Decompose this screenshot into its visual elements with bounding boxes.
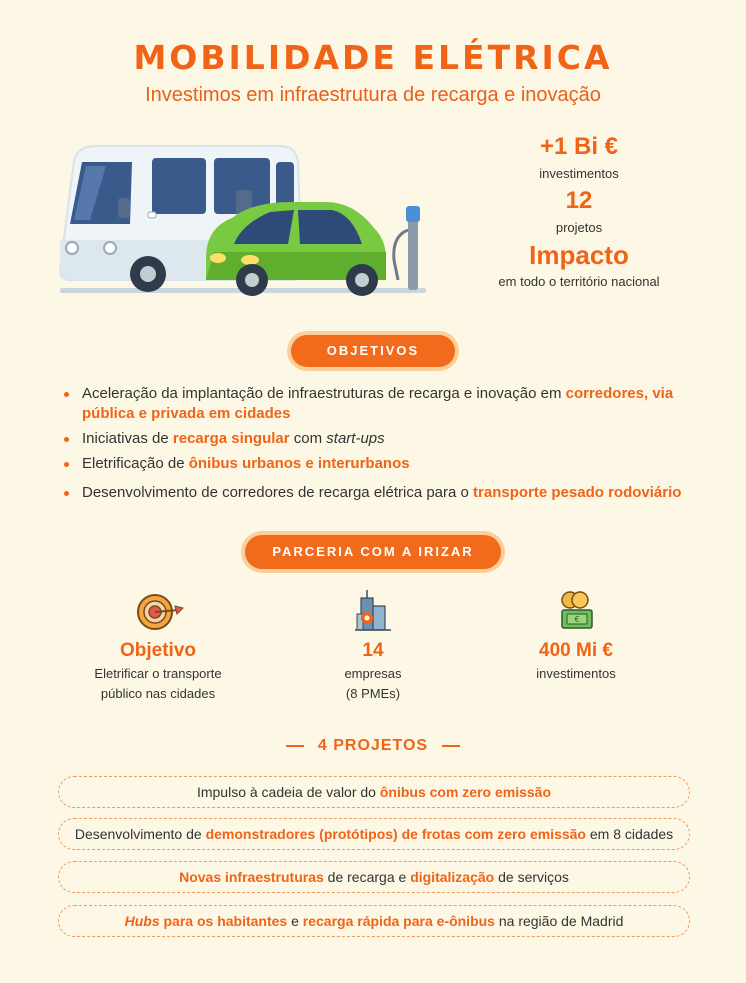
project-item-1: Impulso à cadeia de valor do ônibus com zero emissão — [58, 776, 690, 808]
target-icon — [131, 592, 185, 632]
partner-column-objective: Objetivo Eletrificar o transporte público nas cidades — [58, 588, 258, 704]
partner-investments-value: 400 Mi € — [539, 640, 613, 661]
page-subtitle: Investimos em infraestrutura de recarga e inovação — [145, 84, 601, 106]
project-item-3: Novas infraestruturas de recarga e digitalização de serviços — [58, 861, 690, 893]
svg-text:€: € — [574, 615, 580, 624]
city-buildings-icon — [355, 588, 391, 632]
bus-and-car-illustration — [56, 140, 432, 302]
heading-dash-right — [442, 745, 460, 747]
page-title: MOBILIDADE ELÉTRICA — [133, 38, 613, 77]
objectives-list — [62, 384, 702, 508]
project-item-4: Hubs para os habitantes e recarga rápida para e-ônibus na região de Madrid — [58, 905, 690, 937]
stat-impact-value: Impacto — [529, 240, 629, 270]
projects-heading: 4 PROJETOS — [0, 737, 746, 755]
stats-panel — [470, 130, 688, 292]
stat-projects-label: projetos — [555, 220, 603, 235]
partner-companies-value: 14 — [362, 640, 384, 661]
objectives-pill: OBJETIVOS — [291, 335, 455, 367]
money-coins-icon — [558, 590, 594, 632]
partnership-pill: PARCERIA COM A IRIZAR — [245, 535, 501, 569]
list-item: Iniciativas de recarga singular com start-ups — [62, 429, 702, 449]
list-item: Desenvolvimento de corredores de recarga elétrica para o transporte pesado rodoviário — [62, 483, 702, 503]
partner-column-companies: 14 empresas (8 PMEs) — [273, 588, 473, 704]
stat-investments-label: investimentos — [539, 166, 619, 181]
partner-column-investments: € 400 Mi € investimentos — [476, 588, 676, 684]
heading-dash-left — [286, 745, 304, 747]
stat-projects-value: 12 — [565, 187, 593, 214]
stat-investments-value: +1 Bi € — [539, 133, 619, 160]
list-item: Aceleração da implantação de infraestruturas de recarga e inovação em corredores, via pública e privada em cidades — [62, 384, 702, 424]
project-item-2: Desenvolvimento de demonstradores (protótipos) de frotas com zero emissão em 8 cidades — [58, 818, 690, 850]
stat-impact-label: em todo o território nacional — [498, 274, 660, 289]
partner-objective-value: Objetivo — [119, 640, 196, 661]
list-item: Eletrificação de ônibus urbanos e interurbanos — [62, 454, 702, 474]
